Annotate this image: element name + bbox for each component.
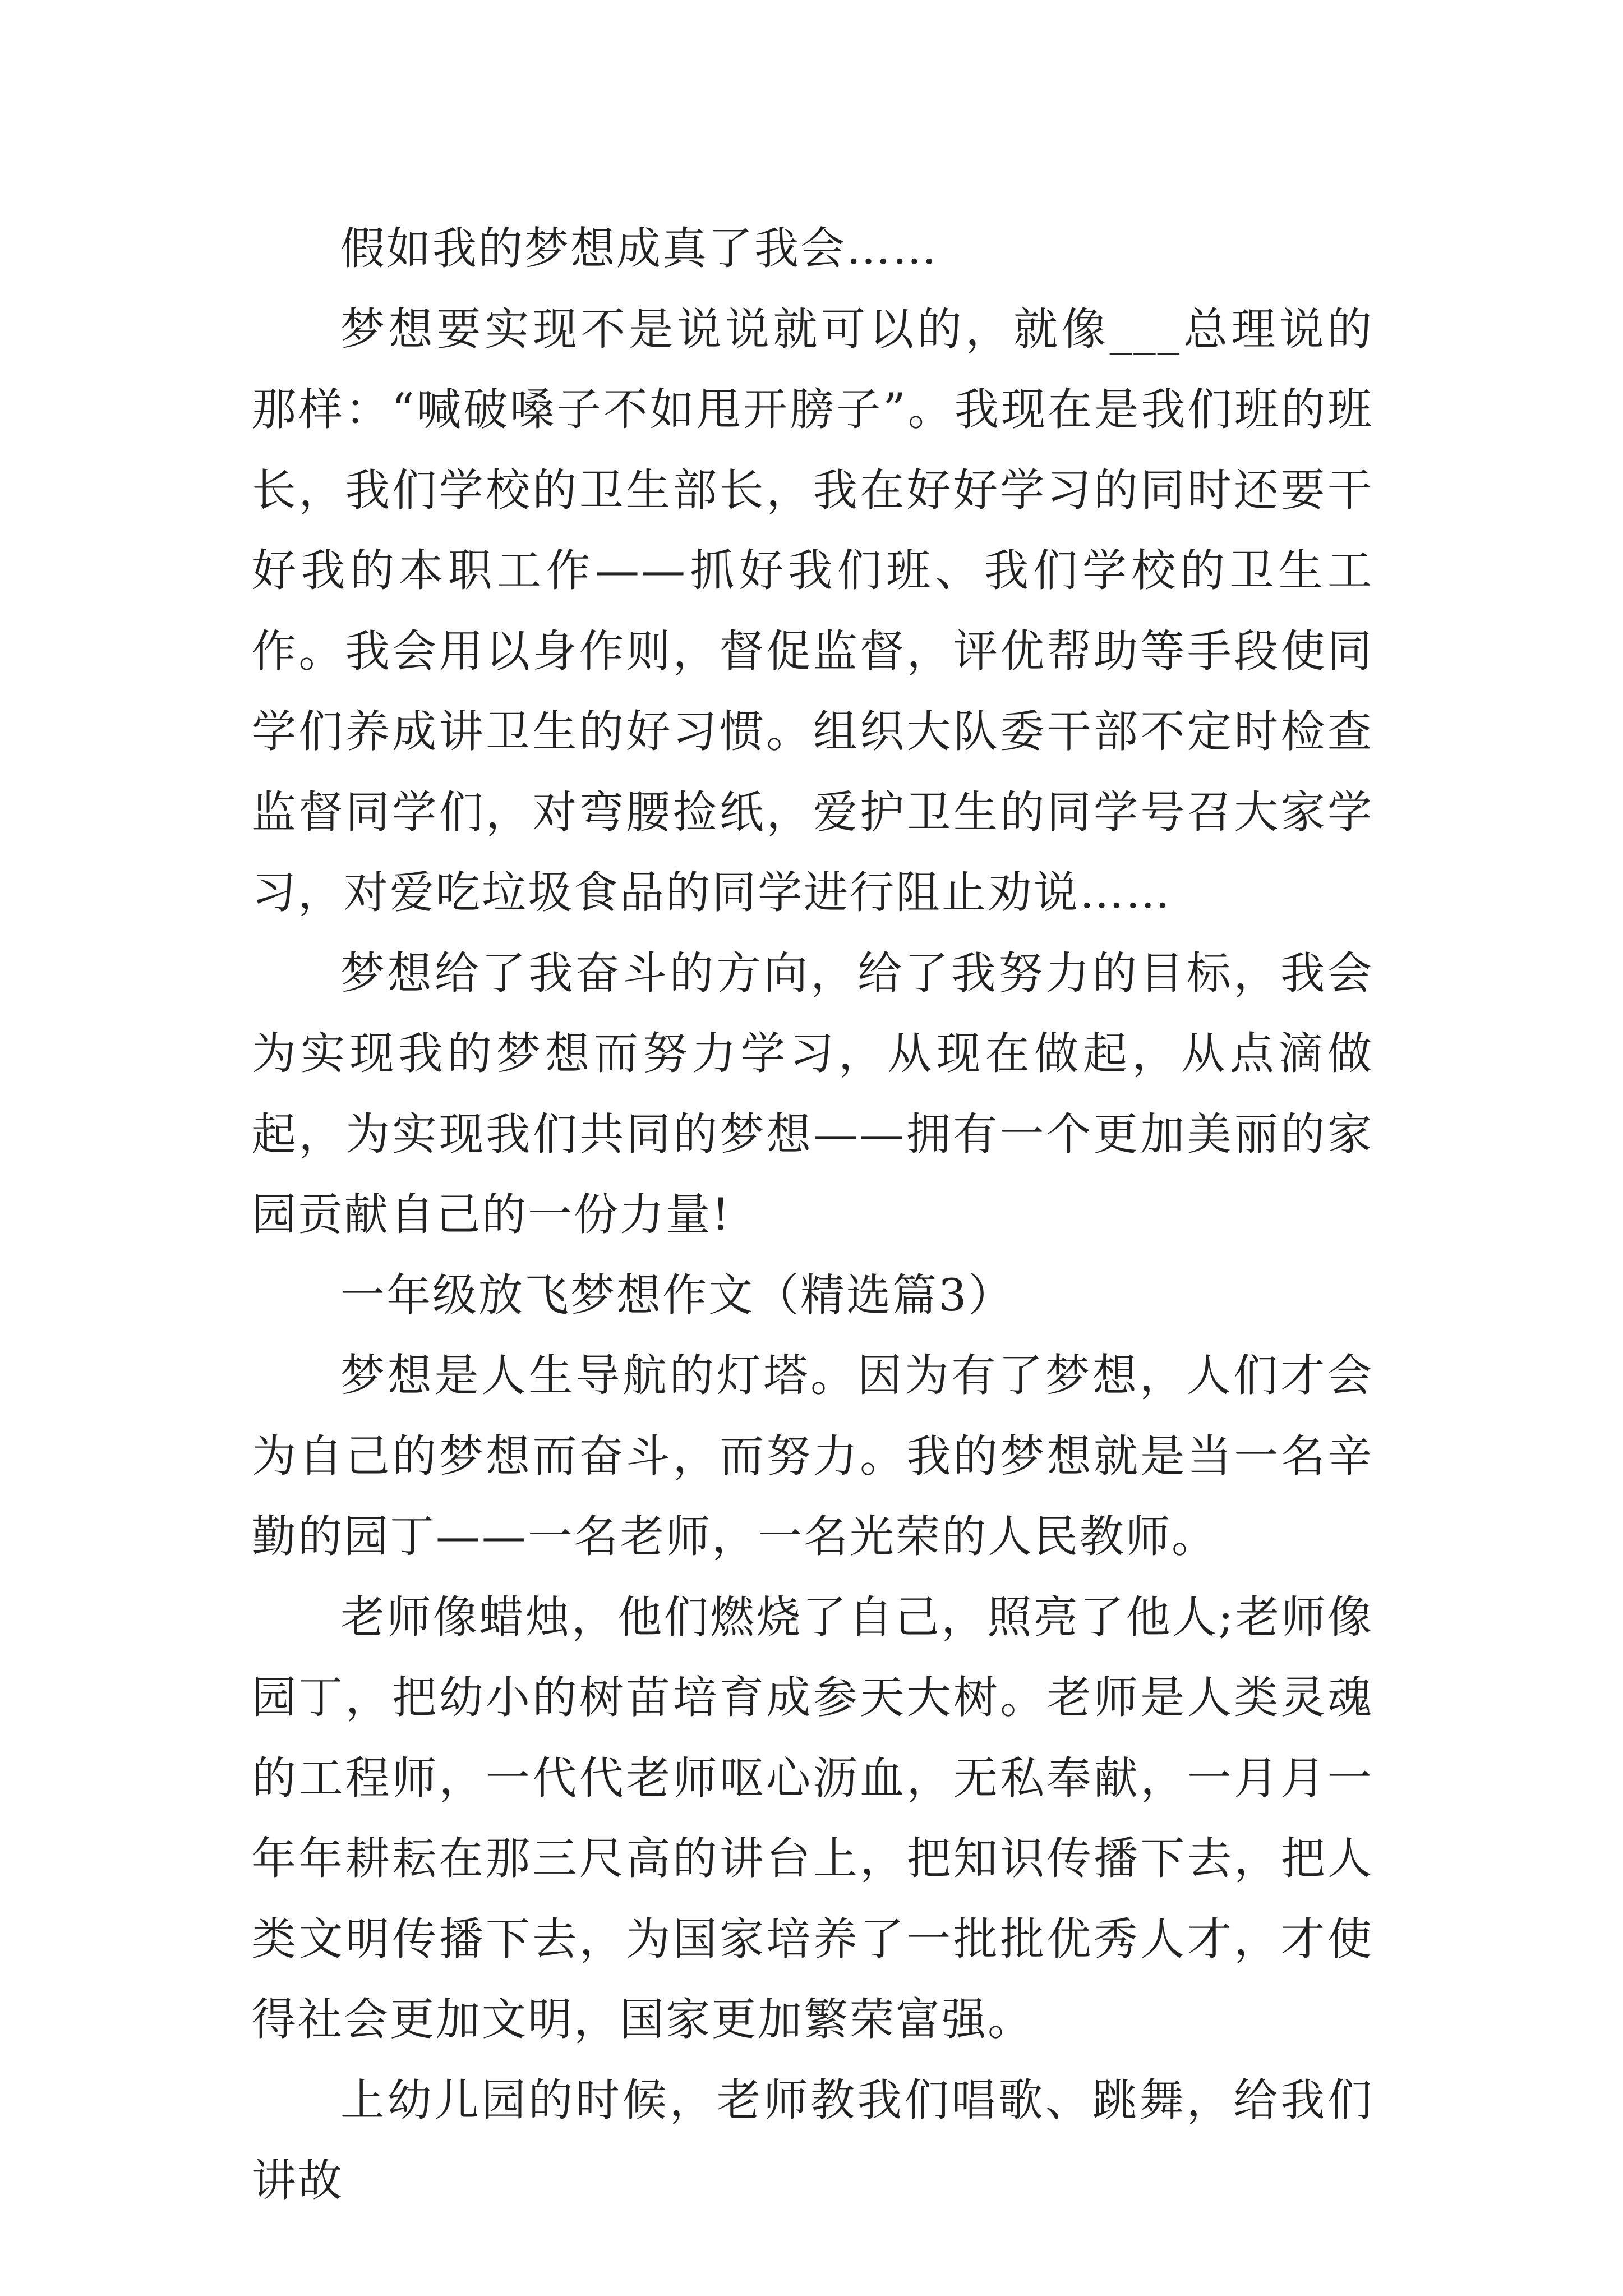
document-body <box>252 209 1373 2221</box>
paragraph-teacher-candle: 老师像蜡烛，他们燃烧了自己，照亮了他人;老师像园丁，把幼小的树苗培育成参天大树。老师是人类灵魂的工程师，一代代老师呕心沥血，无私奉献，一月月一年年耕耘在那三尺高的讲台上，把知识传播下去，把人类文明传播下去，为国家培养了一批批优秀人才，才使得社会更加文明，国家更加繁荣富强。 <box>252 1591 1373 2045</box>
paragraph-dream-come-true: 假如我的梦想成真了我会…… <box>340 223 938 274</box>
paragraph-kindergarten: 上幼儿园的时候，老师教我们唱歌、跳舞，给我们讲故 <box>252 2074 1373 2206</box>
paragraph-dream-lighthouse: 梦想是人生导航的灯塔。因为有了梦想，人们才会为自己的梦想而奋斗，而努力。我的梦想就是当一名辛勤的园丁——一名老师，一名光荣的人民教师。 <box>252 1350 1373 1562</box>
paragraph-dream-direction: 梦想给了我奋斗的方向，给了我努力的目标，我会为实现我的梦想而努力学习，从现在做起，从点滴做起，为实现我们共同的梦想——拥有一个更加美丽的家园贡献自己的一份力量! <box>252 947 1373 1240</box>
paragraph-realize-dream: 梦想要实现不是说说就可以的，就像___总理说的那样：“喊破嗓子不如甩开膀子”。我现在是我们班的班长，我们学校的卫生部长，我在好好学习的同时还要干好我的本职工作——抓好我们班、我们学校的卫生工作。我会用以身作则，督促监督，评优帮助等手段使同学们养成讲卫生的好习惯。组织大队委干部不定时检查监督同学们，对弯腰捡纸，爱护卫生的同学号召大家学习，对爱吃垃圾食品的同学进行阻止劝说…… <box>252 303 1373 918</box>
section-heading: 一年级放飞梦想作文（精选篇3） <box>340 1269 1015 1321</box>
